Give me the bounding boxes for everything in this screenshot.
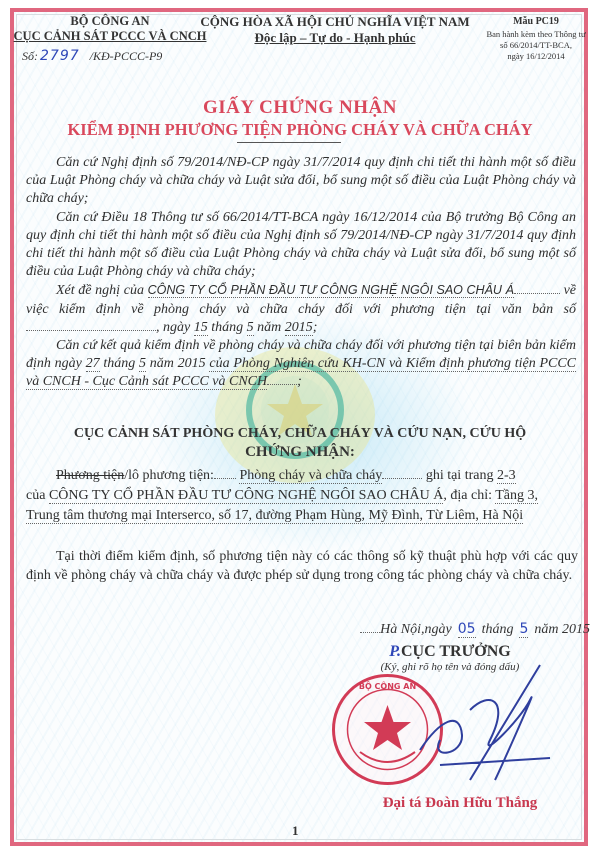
preamble <box>26 154 576 392</box>
nam-label: năm <box>534 622 559 637</box>
issue-place: Hà Nội <box>380 622 422 637</box>
national-header <box>190 14 480 46</box>
page-number: 1 <box>292 823 299 838</box>
issuing-agency: CỤC CẢNH SÁT PHÒNG CHÁY, CHỮA CHÁY VÀ CỨU NẠN, CỨU HỘ <box>73 426 527 441</box>
request-text: về việc kiểm định về phòng cháy và chữa cháy đối với phương tiện tại văn bản số <box>26 283 576 317</box>
requesting-company: CÔNG TY CỔ PHẦN ĐẦU TƯ CÔNG NGHỆ NGÔI SAO CHÂU Á <box>147 283 514 298</box>
punct: ; <box>312 319 318 335</box>
signer-name: Đại tá Đoàn Hữu Thắng <box>382 795 538 811</box>
doc-number-blank <box>26 330 156 331</box>
thang-label: tháng <box>481 622 514 637</box>
signature-instruction: (Ký, ghi rõ họ tên và đóng dấu) <box>380 661 520 673</box>
conclusion-text: Tại thời điểm kiểm định, số phương tiện này có các thông số kỹ thuật phù hợp với các quy định về phòng cháy và chữa cháy và được phép sử dụng trong công tác phòng cháy và chữa cháy. <box>26 549 578 583</box>
request-day: 15 <box>193 319 208 335</box>
form-ref-line3: ngày 16/12/2014 <box>507 51 565 61</box>
issue-day: 05 <box>457 621 476 637</box>
thang-label: tháng <box>103 356 136 372</box>
conclusion <box>26 548 578 585</box>
country-name: CỘNG HÒA XÃ HỘI CHỦ NGHĨA VIỆT NAM <box>200 14 470 29</box>
national-motto: Độc lập – Tự do - Hạnh phúc <box>254 30 416 45</box>
svg-text:BỘ CÔNG AN: BỘ CÔNG AN <box>358 682 417 691</box>
fill-dots <box>214 478 236 479</box>
inspection-year: 2015 <box>177 356 206 372</box>
number-label: Số: <box>22 49 38 63</box>
nam-label: năm <box>257 319 282 335</box>
issue-month: 5 <box>519 621 529 637</box>
form-ref-line2: số 66/2014/TT-BCA, <box>500 40 572 50</box>
certificate-details <box>26 466 578 526</box>
recorded-label: ghi tại trang <box>425 468 494 483</box>
address-line2: Trung tâm thương mại Interserco, số 17, đường Phạm Hùng, Mỹ Đình, Từ Liêm, Hà Nội <box>26 508 524 523</box>
signatory-title <box>330 643 570 661</box>
fill-dots <box>360 632 380 633</box>
inspection-month: 5 <box>139 356 146 372</box>
request-month: 5 <box>246 319 254 335</box>
deputy-prefix: P. <box>389 643 401 660</box>
document-title: GIẤY CHỨNG NHẬN <box>203 97 397 118</box>
issue-date <box>280 621 590 638</box>
certifies-heading: CHỨNG NHẬN: <box>245 444 355 460</box>
ngay-label: , ngày <box>156 319 191 335</box>
inspection-day: 27 <box>85 356 100 372</box>
of-label: của <box>26 488 46 503</box>
signature-icon <box>400 660 560 800</box>
department-name: CỤC CẢNH SÁT PCCC VÀ CNCH <box>13 29 207 43</box>
struck-label: Phương tiện <box>56 468 125 483</box>
ministry-name: BỘ CÔNG AN <box>70 14 150 28</box>
address-line1: Tầng 3, <box>495 488 539 503</box>
document-subtitle: KIỂM ĐỊNH PHƯƠNG TIỆN PHÒNG CHÁY VÀ CHỮA CHÁY <box>67 120 533 139</box>
fill-dots <box>267 384 297 385</box>
equipment-name: Phòng cháy và chữa cháy <box>239 468 383 483</box>
preamble-inspection <box>26 337 576 392</box>
form-ref-line1: Ban hành kèm theo Thông tư <box>486 29 586 39</box>
thang-label: tháng <box>211 319 244 335</box>
issuer-block <box>10 14 210 44</box>
request-label: Xét đề nghị của <box>56 283 144 299</box>
preamble-circular: Căn cứ Điều 18 Thông tư số 66/2014/TT-BCA ngày 16/12/2014 của Bộ trưởng Bộ Công an quy định chi tiết thi hành một số điều của Nghị định số 79/2014/NĐ-CP ngày 31/7/2014 quy định chi tiết thi hành một số điều của Luật Phòng cháy và chữa cháy và Luật sửa đổi, bổ sung một số điều của Luật Phòng cháy và chữa cháy; <box>26 209 576 280</box>
title-divider <box>237 142 341 143</box>
ngay-label: ,ngày <box>421 622 452 637</box>
request-year: 2015 <box>284 319 313 335</box>
fill-dots <box>382 478 422 479</box>
owner-company: CÔNG TY CỔ PHẦN ĐẦU TƯ CÔNG NGHỆ NGÔI SAO CHÂU Á <box>48 488 444 503</box>
fill-dots <box>514 293 560 294</box>
punct: ; <box>297 374 302 390</box>
document-number <box>22 48 162 64</box>
preamble-request <box>26 281 576 337</box>
nam-label: năm <box>149 356 174 372</box>
inspection-text: Căn cứ kết quả kiểm định về phòng cháy và chữa cháy đối với phương tiện tại biên bản kiểm định ngày <box>26 338 576 372</box>
equipment-label: /lô phương tiện: <box>124 468 214 483</box>
number-handwritten: 2797 <box>40 48 80 64</box>
form-reference <box>476 16 596 62</box>
form-code: Mẫu PC19 <box>513 16 559 27</box>
recorded-pages: 2-3 <box>496 468 516 483</box>
inspection-agency: của Phòng Nghiên cứu KH-CN và Kiểm định phương tiện PCCC và CNCH - Cục Cảnh sát PCCC và CNCH <box>26 356 577 390</box>
preamble-decree: Căn cứ Nghị định số 79/2014/NĐ-CP ngày 31/7/2014 quy định chi tiết thi hành một số điều của Luật Phòng cháy và chữa cháy và Luật sửa đổi, bổ sung một số điều của Luật Phòng cháy và chữa cháy; <box>26 155 576 207</box>
address-label: , địa chỉ: <box>443 488 492 503</box>
signatory-role: CỤC TRƯỞNG <box>400 643 511 660</box>
issue-year: 2015 <box>562 622 590 637</box>
number-suffix: /KĐ-PCCC-P9 <box>89 49 163 63</box>
